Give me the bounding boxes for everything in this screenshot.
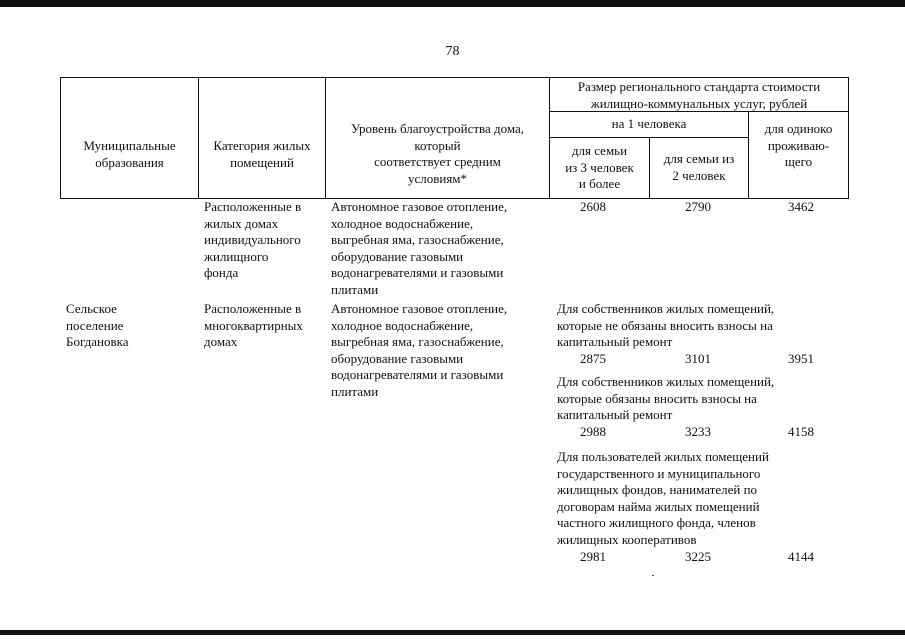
row2-municipality: Сельское поселение Богдановка <box>66 301 129 349</box>
column-divider-4 <box>649 137 650 199</box>
group2-value-single: 4158 <box>788 424 814 439</box>
group3-value-family2: 3225 <box>685 549 711 564</box>
header-level: Уровень благоустройства дома, который соответствует средним условиям* <box>350 121 525 186</box>
column-divider-5 <box>748 111 749 199</box>
column-divider-2 <box>325 77 326 199</box>
group1-value-single: 3951 <box>788 351 814 366</box>
row2-category: Расположенные в многоквартирных домах <box>204 301 303 349</box>
page-number: 78 <box>445 44 460 59</box>
group2-label: Для собственников жилых помещений, которые обязаны вносить взносы на капитальный ремонт <box>557 374 775 422</box>
group3-value-family3: 2981 <box>580 549 606 564</box>
table-left-border <box>60 77 61 199</box>
column-divider-1 <box>198 77 199 199</box>
table-right-border <box>848 77 849 199</box>
header-family-3: для семьи из 3 человек и более <box>565 143 634 191</box>
column-divider-3 <box>549 77 550 199</box>
group1-value-family2: 3101 <box>685 351 711 366</box>
group1-label: Для собственников жилых помещений, которые не обязаны вносить взносы на капитальный ремонт <box>557 301 775 349</box>
row2-level: Автономное газовое отопление, холодное водоснабжение, выгребная яма, газоснабжение, оборудование газовыми водонагревателями и газовыми плитами <box>331 301 508 399</box>
top-border <box>0 0 905 7</box>
header-family-2: для семьи из 2 человек <box>663 151 735 183</box>
row1-category: Расположенные в жилых домах индивидуального жилищного фонда <box>204 199 302 280</box>
row1-value-single: 3462 <box>788 199 814 214</box>
header-municipality: Муниципальные образования <box>83 138 176 170</box>
bottom-border <box>0 630 905 635</box>
header-category: Категория жилых помещений <box>213 138 311 170</box>
table-top-rule <box>60 77 849 78</box>
header-per-person: на 1 человека <box>611 116 687 131</box>
row1-value-family3: 2608 <box>580 199 606 214</box>
group3-label: Для пользователей жилых помещений государственного и муниципального жилищных фондов, нанимателей по договорам найма жилых помещений частного жилищного фонда, членов жилищных кооперативов <box>557 449 769 547</box>
row1-value-family2: 2790 <box>685 199 711 214</box>
group1-value-family3: 2875 <box>580 351 606 366</box>
header-standard: Размер регионального стандарта стоимости жилищно-коммунальных услуг, рублей <box>577 79 821 111</box>
group2-value-family3: 2988 <box>580 424 606 439</box>
group3-value-single: 4144 <box>788 549 814 564</box>
row1-level: Автономное газовое отопление, холодное водоснабжение, выгребная яма, газоснабжение, оборудование газовыми водонагревателями и газовыми плитами <box>331 199 508 297</box>
group2-value-family2: 3233 <box>685 424 711 439</box>
header-single: для одиноко проживаю- щего <box>764 121 833 169</box>
scan-speck <box>652 575 654 576</box>
